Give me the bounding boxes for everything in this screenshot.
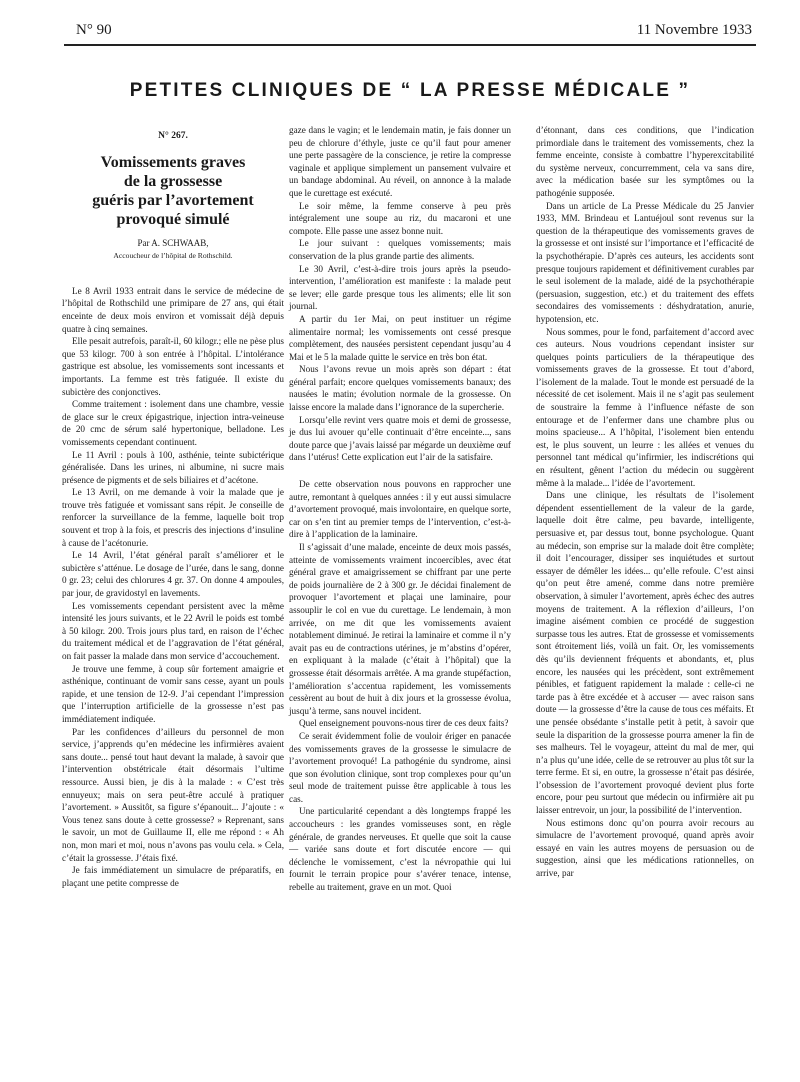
paragraph: Une particularité cependant a dès longtemps frappé les accoucheurs : les grandes vomisseuses sont, en règle générale, de grandes nerveuses. Et quelle que soit la cause — variée sans doute et fort discutée encore — qui déclenche le vomissement, c’est la névropathie qui lui fournit le terrain propice pour s’avérer tenace, intense, rebelle au traitement, grave en un mot. Quoi (289, 806, 511, 893)
header-rule (64, 44, 756, 46)
paragraph: Les vomissements cependant persistent avec la même intensité les jours suivants, et le 22 Avril le poids est tombé à 50 kilogr. 200. Trois jours plus tard, en raison de l’échec du traitement médical et de l’aggravation de l’état général, on fait passer la malade dans mon service d’accouchement. (62, 600, 284, 661)
paragraph: Quel enseignement pouvons-nous tirer de ces deux faits? (299, 718, 509, 729)
issue-date: 11 Novembre 1933 (636, 22, 752, 38)
paragraph: Le 11 Avril : pouls à 100, asthénie, teinte subictérique généralisée. Dans les urines, ni albumine, ni sucre mais présence de pigments et de sels biliaires et d’acétone. (62, 449, 284, 485)
column-3 (536, 124, 754, 880)
paragraph: Ce serait évidemment folie de vouloir ériger en panacée des vomissements graves de la grossesse le simulacre de l’avortement provoqué! La pathogénie du syndrome, ainsi que son évolution clinique, sont trop complexes pour qu’un seul mode de traitement puisse être applicable à tous les cas. (289, 730, 511, 804)
column-2 (289, 124, 511, 894)
paragraph: Le 8 Avril 1933 entrait dans le service de médecine de l’hôpital de Rothschild une primipare de 27 ans, qui était enceinte de deux mois environ et vomissait déjà depuis quatre à cinq semaines. (62, 285, 284, 334)
byline: Par A. SCHWAAB, (137, 237, 209, 248)
section-gap (289, 464, 511, 478)
paragraph: Comme traitement : isolement dans une chambre, vessie de glace sur le creux épigastrique, injection intra-veineuse de 20 cmc de sérum salé hypertonique, belladone. Les vomissements cependant continuent. (62, 399, 284, 447)
paragraph: De cette observation nous pouvons en rapprocher une autre, remontant à quelques années : il y eut aussi simulacre d’avortement provoqué, mais involontaire, en quelque sorte, car on s’en tint au premier temps de l’intervention, c’est-à-dire à l’application de la laminaire. (289, 479, 511, 540)
paragraph: Le 13 Avril, on me demande à voir la malade que je trouve très fatiguée et vomissant sans répit. Je conseille de renforcer la surveillance de la femme, laquelle boit trop souvent et trop à la fois, et prescris des injections d’insuline à cause de l’acétonurie. (62, 487, 284, 548)
section-title: PETITES CLINIQUES DE “ LA PRESSE MÉDICALE ” (129, 80, 691, 101)
paragraph: Le 30 Avril, c’est-à-dire trois jours après la pseudo-intervention, l’amélioration est manifeste : la malade peut se lever; elle garde presque tous les aliments; elle lit son journal. (289, 263, 511, 312)
issue-number: N° 90 (76, 22, 112, 38)
article-title (62, 153, 284, 229)
article-title-line: de la grossesse (123, 172, 223, 190)
article-number: N° 267. (158, 131, 188, 141)
article-title-line: guéris par l’avortement (92, 191, 254, 209)
paragraph: Par les confidences d’ailleurs du personnel de mon service, j’apprends qu’en médecine les infirmières avaient sans doute... pensé tout haut devant la malade, à savoir que l’intervention obstétricale était désormais l’ultime ressource. Aussi bien, je dis à la malade : « C’est très ennuyeux; mais on sera peut-être acculé à pratiquer l’avortement. » Aussitôt, sa figure s’épanouit... J’ajoute : « Vous tenez sans doute à cette grossesse? » Reprenant, sans le savoir, un mot de Guillaume II, elle me répond : « Ah non, mon mari et moi, nous n’avons pas voulu cela. » Cela, c’était la grossesse. J’étais fixé. (62, 726, 284, 863)
paragraph: Dans une clinique, les résultats de l’isolement dépendent essentiellement de la valeur de la garde, laquelle doit être calme, peu bavarde, intelligente, persuasive et, par dessus tout, bonne psychologue. Quant au médecin, son emprise sur la malade doit être complète; il doit l’encourager, dissiper ses inquiétudes et surtout essayer de démêler les idées... qu’elle refoule. C’est ainsi qu’on peut être amené, comme dans notre première observation, à simuler l’avortement, après échec des autres moyens de traitement. A la réflexion d’ailleurs, l’on imagine aisément combien ce procédé de suggestion surpasse tous les autres. Etat de grossesse et vomissements sont étroitement liés, voilà un fait. Or, les vomissements dès qu’ils deviennent fréquents et abondants, et, plus encore, les nausées qui les précèdent, sont extrêmement pénibles, et fatiguent rapidement la malade : celle-ci ne tarde pas à être excédée et à accuser — avec raison sans doute — la grossesse d’être la cause de tous ces méfaits. Et une pensée obsédante s’installe petit à petit, à savoir que seule la disparition de la grossesse pourra amener la fin de ses malheurs. Tel le voyageur, atteint du mal de mer, qui n’a plus qu’une idée, celle de se retrouver au plus tôt sur la terre ferme. Et si, en outre, la grossesse n’était pas désirée, l’obsession de l’avortement provoqué devient plus forte encore, pour peu surtout que médecin ou infirmière ait pu laisser entrevoir, un jour, la possibilité de l’intervention. (536, 490, 754, 816)
article-title-line: provoqué simulé (116, 210, 230, 228)
paragraph: Dans un article de La Presse Médicale du 25 Janvier 1933, MM. Brindeau et Lantuéjoul sont revenus sur la question de la thérapeutique des vomissements graves de la grossesse et ont insisté sur l’importance et l’efficacité de la psychothérapie. D’après ces auteurs, les accidents sont presque toujours rapidement et définitivement curables par le seul isolement de la malade, aidé de la psychothérapie (persuasion, suggestion, etc.) et du traitement des effets secondaires des vomissements : déshydratation, anurie, hypotension, etc. (536, 200, 754, 324)
paragraph: Elle pesait autrefois, paraît-il, 60 kilogr.; elle ne pèse plus que 53 kilogr. 700 à son entrée à l’hôpital. L’intolérance gastrique est absolue, les vomissements sont incessants et importants. La femme est très fatiguée. Il existe du subictère des conjonctives. (62, 336, 284, 397)
paragraph: gaze dans le vagin; et le lendemain matin, je fais donner un peu de chlorure d’éthyle, juste ce qu’il faut pour amener une perte passagère de la conscience, je retire la compresse vaginale et applique simplement un pansement vulvaire et un bandage abdominal. Au réveil, on annonce à la malade que le curettage est exécuté. (289, 125, 511, 198)
paragraph: Nous l’avons revue un mois après son départ : état général parfait; encore quelques vomissements banaux; des nausées le matin; évolution normale de la grossesse. On laisse encore la malade dans l’ignorance de la supercherie. (289, 364, 511, 413)
paragraph: Il s’agissait d’une malade, enceinte de deux mois passés, atteinte de vomissements vraiment incoercibles, avec état général grave et amaigrissement se chiffrant par une perte de poids journalière de 2 à 300 gr. Je décidai finalement de provoquer l’avortement et plaçai une laminaire, pour assouplir le col en vue du curettage. Le lendemain, à mon arrivée, on me dit que les vomissements avaient notablement diminué. Je retirai la laminaire et comme il n’y avait pas eu de contractions utérines, je m’abstins d’opérer, en expliquant à la malade (c’était à l’hôpital) que la grossesse était désormais arrêtée. A ma grande stupéfaction, l’amélioration s’accentua rapidement, les vomissements cessèrent au bout de huit à dix jours et la grossesse évolua, jusqu’à terme, sans nouvel incident. (289, 542, 511, 716)
column-1 (62, 124, 284, 889)
paragraph: Je fais immédiatement un simulacre de préparatifs, en plaçant une petite compresse de (62, 865, 284, 888)
paragraph: Je trouve une femme, à coup sûr fortement amaigrie et asthénique, continuant de vomir sans cesse, ayant un pouls rapide, et une tension de 12-9. J’ai cependant l’impression que l’interruption artificielle de la grossesse n’est pas immédiatement indiquée. (62, 663, 284, 724)
paragraph: Lorsqu’elle revint vers quatre mois et demi de grossesse, je dus lui avouer qu’elle continuait d’être enceinte..., sans doute parce que j’avais laissé par mégarde un deuxième œuf dans l’utérus! Cette explication eut l’air de la satisfaire. (289, 414, 511, 463)
paragraph: A partir du 1er Mai, on peut instituer un régime alimentaire normal; les vomissements ont cessé presque complètement, des nausées persistent cependant jusqu’au 4 Mai et le 5 la malade quitte le service en très bon état. (289, 313, 511, 362)
paragraph: Le jour suivant : quelques vomissements; mais conservation de la plus grande partie des aliments. (289, 238, 511, 261)
paragraph: d’étonnant, dans ces conditions, que l’indication primordiale dans le traitement des vomissements, chez la femme enceinte, consiste à combattre l’hyperexcitabilité du système nerveux, concurremment, cela va sans dire, avec la médication basée sur les symptômes ou la pathogénie supposée. (536, 125, 754, 198)
paragraph: Nous estimons donc qu’on pourra avoir recours au simulacre de l’avortement provoqué, quand après avoir essayé en vain les autres moyens de persuasion ou de suggestion, ainsi que les médications rationnelles, on arrive, par (536, 817, 754, 879)
article-title-line: Vomissements graves (100, 153, 246, 171)
paragraph: Le 14 Avril, l’état général paraît s’améliorer et le subictère s’atténue. Le dosage de l’urée, dans le sang, donne 0 gr. 23; celui des chlorures 4 gr. 37. On donne 4 ampoules, par jour, de gravidostyl en lavements. (62, 550, 284, 599)
affiliation: Accoucheur de l’hôpital de Rothschild. (113, 251, 233, 261)
paragraph: Le soir même, la femme conserve à peu près intégralement une soupe au riz, du macaroni et une compote. Elle passe une assez bonne nuit. (289, 200, 511, 236)
paragraph: Nous sommes, pour le fond, parfaitement d’accord avec ces auteurs. Nous voudrions cependant insister sur quelques points particuliers de la thérapeutique des vomissements graves de la grossesse. Et tout d’abord, l’isolement de la malade. Tout le monde est persuadé de la nécessité de cet isolement. Mais il ne s’agit pas seulement de soustraire la femme à l’influence néfaste de son entourage et de l’enfermer dans une chambre plus ou moins spacieuse... A l’hôpital, l’isolement bien entendu est, le plus souvent, un leurre : les allées et venues du personnel tant médical qu’infirmier, les indiscrétions qui en résultent, gênent l’action du médecin ou suggèrent même à la malade... l’idée de l’avortement. (536, 326, 754, 488)
